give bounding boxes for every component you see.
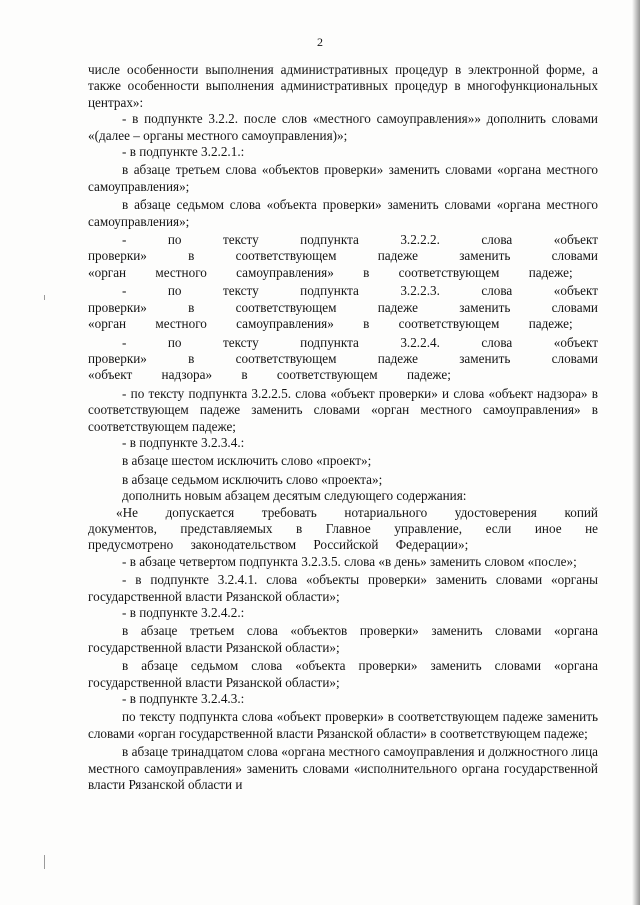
paragraph: - в абзаце четвертом подпункта 3.2.3.5. слова «в день» заменить словом «после»; bbox=[122, 553, 577, 569]
paragraph: - в подпункте 3.2.4.2.: bbox=[122, 605, 245, 620]
paragraph: - в подпункте 3.2.2.1.: bbox=[122, 144, 245, 160]
paragraph: в абзаце седьмом слова «объекта проверки» заменить словами «органа государственной власти Рязанской области»; bbox=[88, 658, 598, 690]
paragraph: - по тексту подпункта 3.2.2.4. слова «объект проверки» в соответствующем падеже заменить словами «объект надзора» в соответствующем падеже; bbox=[88, 334, 598, 383]
paragraph: в абзаце тринадцатом слова «органа местного самоуправления и должностного лица местного самоуправления» заменить словами «исполнительного органа государственной власти Рязанской области и bbox=[88, 744, 598, 793]
paragraph: в абзаце шестом исключить слово «проект»; bbox=[122, 453, 372, 469]
scan-speck bbox=[44, 855, 45, 869]
paragraph: - в подпункте 3.2.4.1. слова «объекты проверки» заменить словами «органы государственной власти Рязанской области»; bbox=[88, 572, 598, 604]
scan-edge-shadow bbox=[632, 0, 640, 905]
paragraph: - в подпункте 3.2.3.4.: bbox=[122, 434, 245, 450]
paragraph: в абзаце третьем слова «объектов проверки» заменить словами «органа государственной власти Рязанской области»; bbox=[88, 623, 598, 655]
paragraph: числе особенности выполнения административных процедур в электронной форме, а также особенности выполнения административных процедур в многофункциональных центрах»: bbox=[88, 62, 598, 110]
paragraph: - по тексту подпункта 3.2.2.2. слова «объект проверки» в соответствующем падеже заменить словами «орган местного самоуправления» в соответствующем падеже; bbox=[88, 232, 598, 280]
document-body bbox=[88, 62, 598, 793]
scan-speck bbox=[44, 295, 45, 300]
paragraph: - в подпункте 3.2.2. после слов «местного самоуправления»» дополнить словами «(далее – органы местного самоуправления)»; bbox=[88, 111, 598, 143]
paragraph: «Не допускается требовать нотариального удостоверения копий документов, представляемых в Главное управление, если иное не предусмотрено законодательством Российской Федерации»; bbox=[88, 504, 598, 553]
paragraph: в абзаце третьем слова «объектов проверки» заменить словами «органа местного самоуправления»; bbox=[88, 162, 598, 194]
paragraph: в абзаце седьмом исключить слово «проекта»; bbox=[122, 471, 383, 487]
paragraph: - по тексту подпункта 3.2.2.5. слова «объект проверки» и слова «объект надзора» в соответствующем падеже заменить словами «орган местного самоуправления» в соответствующем падеже; bbox=[88, 385, 598, 434]
paragraph: по тексту подпункта слова «объект проверки» в соответствующем падеже заменить словами «орган государственной власти Рязанской области» в соответствующем падеже; bbox=[88, 709, 598, 741]
paragraph: дополнить новым абзацем десятым следующего содержания: bbox=[122, 488, 467, 504]
paragraph: - по тексту подпункта 3.2.2.3. слова «объект проверки» в соответствующем падеже заменить словами «орган местного самоуправления» в соответствующем падеже; bbox=[88, 283, 598, 332]
paragraph: в абзаце седьмом слова «объекта проверки» заменить словами «органа местного самоуправления»; bbox=[88, 197, 598, 229]
paragraph: - в подпункте 3.2.4.3.: bbox=[122, 691, 245, 707]
page-number: 2 bbox=[317, 35, 323, 49]
